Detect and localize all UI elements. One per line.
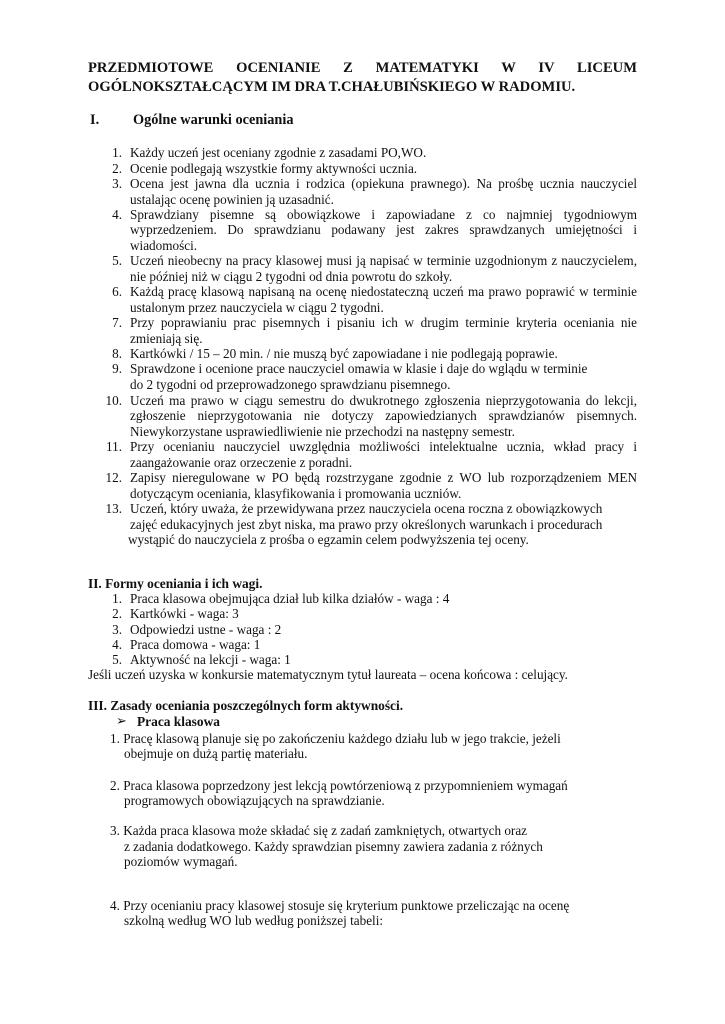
form-item-number: 3. [112,622,122,637]
section-2-heading: II. Formy oceniania i ich wagi. [88,576,263,591]
list-item-number: 9. [112,361,122,376]
class-test-rule-text: 4. Przy ocenianiu pracy klasowej stosuje się kryterium punktowe przeliczając na ocenę [110,898,570,913]
list-item-text: ustalonym przez nauczyciela w ciągu 2 tygodni. [130,300,384,315]
list-item-text: zajęć edukacyjnych jest zbyt niska, ma prawo przy określonych warunkach i procedurach [130,517,603,532]
class-test-rule-text: z zadania dodatkowego. Każdy sprawdzian pisemny zawiera zadania z różnych [124,839,543,854]
list-item-number: 11. [106,439,122,454]
list-item-number: 8. [112,346,122,361]
class-test-rule-text: 2. Praca klasowa poprzedzony jest lekcją powtórzeniową z przypomnieniem wymagań [110,778,568,793]
list-item-text: Sprawdziany pisemne są obowiązkowe i zapowiadane z co najmniej tygodniowym [130,207,637,222]
list-item-text: zgłoszenie nieprzygotowania nie dotyczy zapowiedzianych sprawdzianów pisemnych. [130,408,637,423]
list-item-number: 12. [105,470,122,485]
list-item-number: 3. [112,176,122,191]
list-item-text: Kartkówki / 15 – 20 min. / nie muszą być zapowiadane i nie podlegają poprawie. [130,346,558,361]
document-title-line-2: OGÓLNOKSZTAŁCĄCYM IM DRA T.CHAŁUBIŃSKIEGO W RADOMIU. [88,79,576,95]
list-item-text: ustalając ocenę powinien ją uzasadnić. [130,192,334,207]
form-item-text: Kartkówki - waga: 3 [130,606,239,621]
list-item-text: wiadomości. [130,238,198,253]
section-1-number: I. [90,112,100,128]
class-test-rule-text: programowych obowiązujących na sprawdzianie. [124,793,385,808]
list-item-text: Zapisy nieregulowane w PO będą rozstrzygane zgodnie z WO lub rozporządzeniem MEN [130,470,637,485]
class-test-rule-text: poziomów wymagań. [124,854,238,869]
list-item-text: wystąpić do nauczyciela z prośba o egzamin celem podwyższenia tej oceny. [128,532,529,547]
form-item-text: Aktywność na lekcji - waga: 1 [130,652,291,667]
list-item-text: Ocenie podlegają wszystkie formy aktywności ucznia. [130,161,418,176]
class-test-rule-text: 3. Każda praca klasowa może składać się z zadań zamkniętych, otwartych oraz [110,823,528,838]
form-item-text: Praca domowa - waga: 1 [130,637,261,652]
form-item-text: Praca klasowa obejmująca dział lub kilka działów - waga : 4 [130,591,450,606]
list-item-text: Ocena jest jawna dla ucznia i rodzica (opiekuna prawnego). Na prośbę ucznia nauczyciel [130,176,637,191]
list-item-text: wyprzedzeniem. Do sprawdzianu podawany jest zakres sprawdzanych umiejętności i [130,222,637,237]
class-test-subheading: Praca klasowa [137,714,220,729]
list-item-text: zaangażowanie oraz orzeczenie z poradni. [130,455,353,470]
arrow-bullet-icon: ➢ [116,713,127,728]
class-test-rule-text: 1. Pracę klasową planuje się po zakończeniu każdego działu lub w jego trakcie, jeżeli [110,731,561,746]
list-item-text: Sprawdzone i ocenione prace nauczyciel omawia w klasie i daje do wglądu w terminie [130,361,588,376]
list-item-text: Uczeń, który uważa, że przewidywana przez nauczyciela ocena roczna z obowiązkowych [130,501,603,516]
list-item-text: Każdy uczeń jest oceniany zgodnie z zasadami PO,WO. [130,145,427,160]
form-item-number: 4. [112,637,122,652]
form-item-text: Odpowiedzi ustne - waga : 2 [130,622,282,637]
list-item-number: 1. [112,145,122,160]
form-item-number: 2. [112,606,122,621]
list-item-text: Każdą pracę klasową napisaną na ocenę niedostateczną uczeń ma prawo poprawić w terminie [130,284,637,299]
list-item-text: nie później niż w ciągu 2 tygodni od dnia powrotu do szkoły. [130,269,453,284]
list-item-number: 5. [112,253,122,268]
list-item-text: Uczeń ma prawo w ciągu semestru do dwukrotnego zgłoszenia nieprzygotowania do lekcji, [130,393,637,408]
list-item-text: Uczeń nieobecny na pracy klasowej musi ją napisać w terminie uzgodnionym z nauczycielem, [130,253,637,268]
list-item-number: 13. [105,501,122,516]
form-item-number: 5. [112,652,122,667]
list-item-text: Przy poprawianiu prac pisemnych i pisaniu ich w drugim terminie kryteria oceniania nie [130,315,637,330]
list-item-text: Niewykorzystane usprawiedliwienie nie przechodzi na następny semestr. [130,424,515,439]
class-test-rule-text: szkolną według WO lub według poniższej tabeli: [124,913,384,928]
document-title-line-1: PRZEDMIOTOWE OCENIANIE Z MATEMATYKI W IV LICEUM [88,60,637,76]
list-item-text: do 2 tygodni od przeprowadzonego sprawdzianu pisemnego. [130,377,451,392]
section-1-heading: Ogólne warunki oceniania [133,112,294,128]
list-item-number: 7. [112,315,122,330]
list-item-text: zmieniają się. [130,331,203,346]
list-item-text: dotyczącym oceniania, klasyfikowania i promowania uczniów. [130,486,462,501]
list-item-number: 10. [105,393,122,408]
list-item-number: 6. [112,284,122,299]
class-test-rule-text: obejmuje on dużą partię materiału. [124,746,308,761]
list-item-number: 2. [112,161,122,176]
form-item-number: 1. [112,591,122,606]
list-item-text: Przy ocenianiu nauczyciel uwzględnia możliwości intelektualne ucznia, wkład pracy i [130,439,637,454]
section-3-heading: III. Zasady oceniania poszczególnych form aktywności. [88,698,404,713]
list-item-number: 4. [112,207,122,222]
laureate-note: Jeśli uczeń uzyska w konkursie matematycznym tytuł laureata – ocena końcowa : celujący. [88,667,568,682]
